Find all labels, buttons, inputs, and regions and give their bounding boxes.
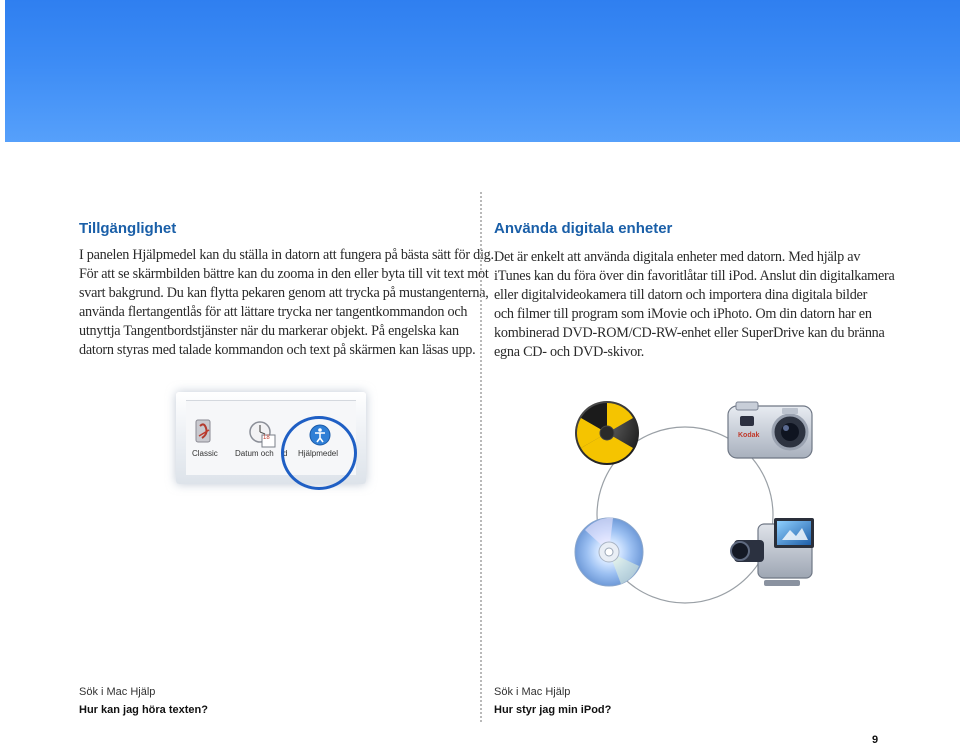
paragraph-line: Det är enkelt att använda digitala enheter med datorn. Med hjälp av (494, 249, 861, 265)
footer-help-label-right: Sök i Mac Hjälp (494, 686, 571, 698)
calendar-day: 18 (263, 435, 270, 441)
pref-label-fragment: d (283, 449, 288, 458)
footer-help-question-right[interactable]: Hur styr jag min iPod? (494, 704, 612, 716)
paragraph-line: och filmer till program som iMovie och iPhoto. Om din datorn har en (494, 306, 872, 322)
cd-disc-icon (573, 516, 645, 588)
page-number: 9 (872, 734, 879, 746)
paragraph-line: För att se skärmbilden bättre kan du zooma in den eller byta till vit text mot (79, 266, 489, 282)
camera-brand: Kodak (738, 432, 760, 439)
paragraph-line: använda flertangentlås för att lättare trycka ner tangentkommandon och (79, 304, 468, 320)
heading-accessibility: Tillgänglighet (79, 220, 177, 237)
burn-icon (571, 399, 643, 467)
pref-label-accessibility: Hjälpmedel (298, 449, 339, 458)
classic-icon (190, 418, 220, 450)
paragraph-line: egna CD- och DVD-skivor. (494, 344, 645, 360)
video-camera-icon (730, 514, 820, 590)
digital-camera-icon (722, 398, 818, 464)
paragraph-line: utnyttja Tangentbordstjänster när du markerar objekt. På engelska kan (79, 323, 459, 339)
paragraph-line: svart bakgrund. Du kan flytta pekaren genom att trycka på mustangenterna, (79, 285, 489, 301)
pref-label-date-time: Datum och (235, 449, 274, 458)
pref-label-classic: Classic (192, 449, 218, 458)
footer-help-label-left: Sök i Mac Hjälp (79, 686, 156, 698)
top-banner (5, 0, 960, 142)
column-divider (480, 192, 482, 722)
heading-digital-devices: Använda digitala enheter (494, 220, 673, 237)
footer-help-question-left[interactable]: Hur kan jag höra texten? (79, 704, 208, 716)
paragraph-line: kombinerad DVD-ROM/CD-RW-enhet eller SuperDrive kan du bränna (494, 325, 885, 341)
paragraph-line: eller digitalvideokamera till datorn och importera dina digitala bilder (494, 287, 868, 303)
paragraph-line: I panelen Hjälpmedel kan du ställa in datorn att fungera på bästa sätt för dig. (79, 247, 494, 263)
paragraph-line: datorn styras med talade kommandon och text på skärmen kan läsas upp. (79, 342, 476, 358)
highlight-circle (281, 416, 357, 490)
paragraph-line: iTunes kan du föra över din favoritlåtar till iPod. Anslut din digitalkamera (494, 268, 895, 284)
